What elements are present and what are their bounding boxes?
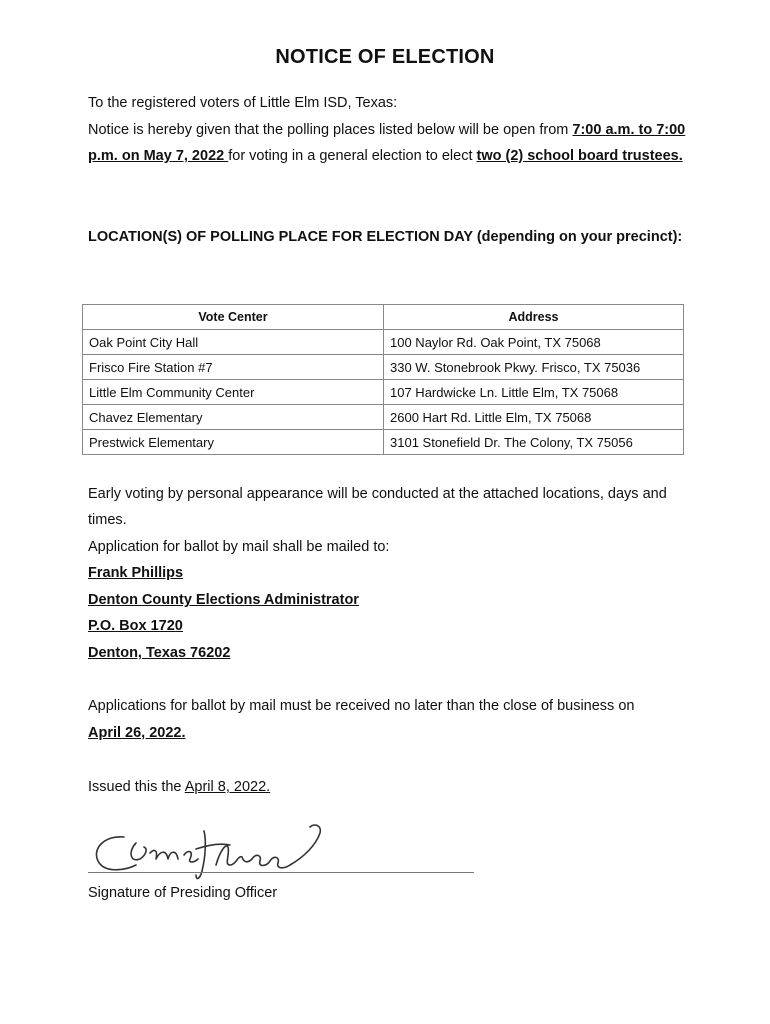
trustees-count: two (2) school board trustees. [476,148,683,164]
table-row [83,405,684,430]
address-cell: 330 W. Stonebrook Pkwy. Frisco, TX 75036 [384,355,684,380]
issued-line [88,774,270,800]
deadline-date: April 26, 2022. [88,725,186,741]
vote-center-cell: Frisco Fire Station #7 [83,355,384,380]
polling-hours: 7:00 a.m. to 7:00 p.m. on May 7, 2022 [88,122,686,164]
page-title: NOTICE OF ELECTION [275,46,495,68]
early-voting-text: Early voting by personal appearance will be conducted at the attached locations, days and times. [88,486,667,528]
mail-po-box: P.O. Box 1720 [88,618,183,634]
vote-center-cell: Prestwick Elementary [83,430,384,455]
issued-date: April 8, 2022. [184,779,271,795]
table-header-row [83,305,684,330]
mail-recipient-name: Frank Phillips [88,565,184,581]
signature-line [88,872,474,873]
address-cell: 2600 Hart Rd. Little Elm, TX 75068 [384,405,684,430]
mail-intro: Application for ballot by mail shall be mailed to: [88,539,390,555]
greeting: To the registered voters of Little Elm ISD, Texas: [88,95,398,111]
address-cell: 3101 Stonefield Dr. The Colony, TX 75056 [384,430,684,455]
header-address: Address [384,305,684,330]
intro-text-1: Notice is hereby given that the polling places listed below will be open from [88,122,573,138]
deadline-text: Applications for ballot by mail must be received no later than the close of business on [88,698,635,714]
table-row [83,355,684,380]
intro-text-2: for voting in a general election to elect [228,148,477,164]
address-cell: 100 Naylor Rd. Oak Point, TX 75068 [384,330,684,355]
vote-center-cell: Little Elm Community Center [83,380,384,405]
vote-center-table [82,304,684,455]
mail-city: Denton, Texas 76202 [88,645,231,661]
table-row [83,380,684,405]
intro-paragraph [88,117,688,169]
vote-center-cell: Chavez Elementary [83,405,384,430]
header-vote-center: Vote Center [83,305,384,330]
signature-label: Signature of Presiding Officer [88,885,278,901]
table-row [83,430,684,455]
vote-center-cell: Oak Point City Hall [83,330,384,355]
table-row [83,330,684,355]
mail-recipient-title: Denton County Elections Administrator [88,592,359,608]
issued-label: Issued this the [88,779,185,795]
address-cell: 107 Hardwicke Ln. Little Elm, TX 75068 [384,380,684,405]
locations-heading: LOCATION(S) OF POLLING PLACE FOR ELECTION DAY (depending on your precinct): [88,229,683,245]
